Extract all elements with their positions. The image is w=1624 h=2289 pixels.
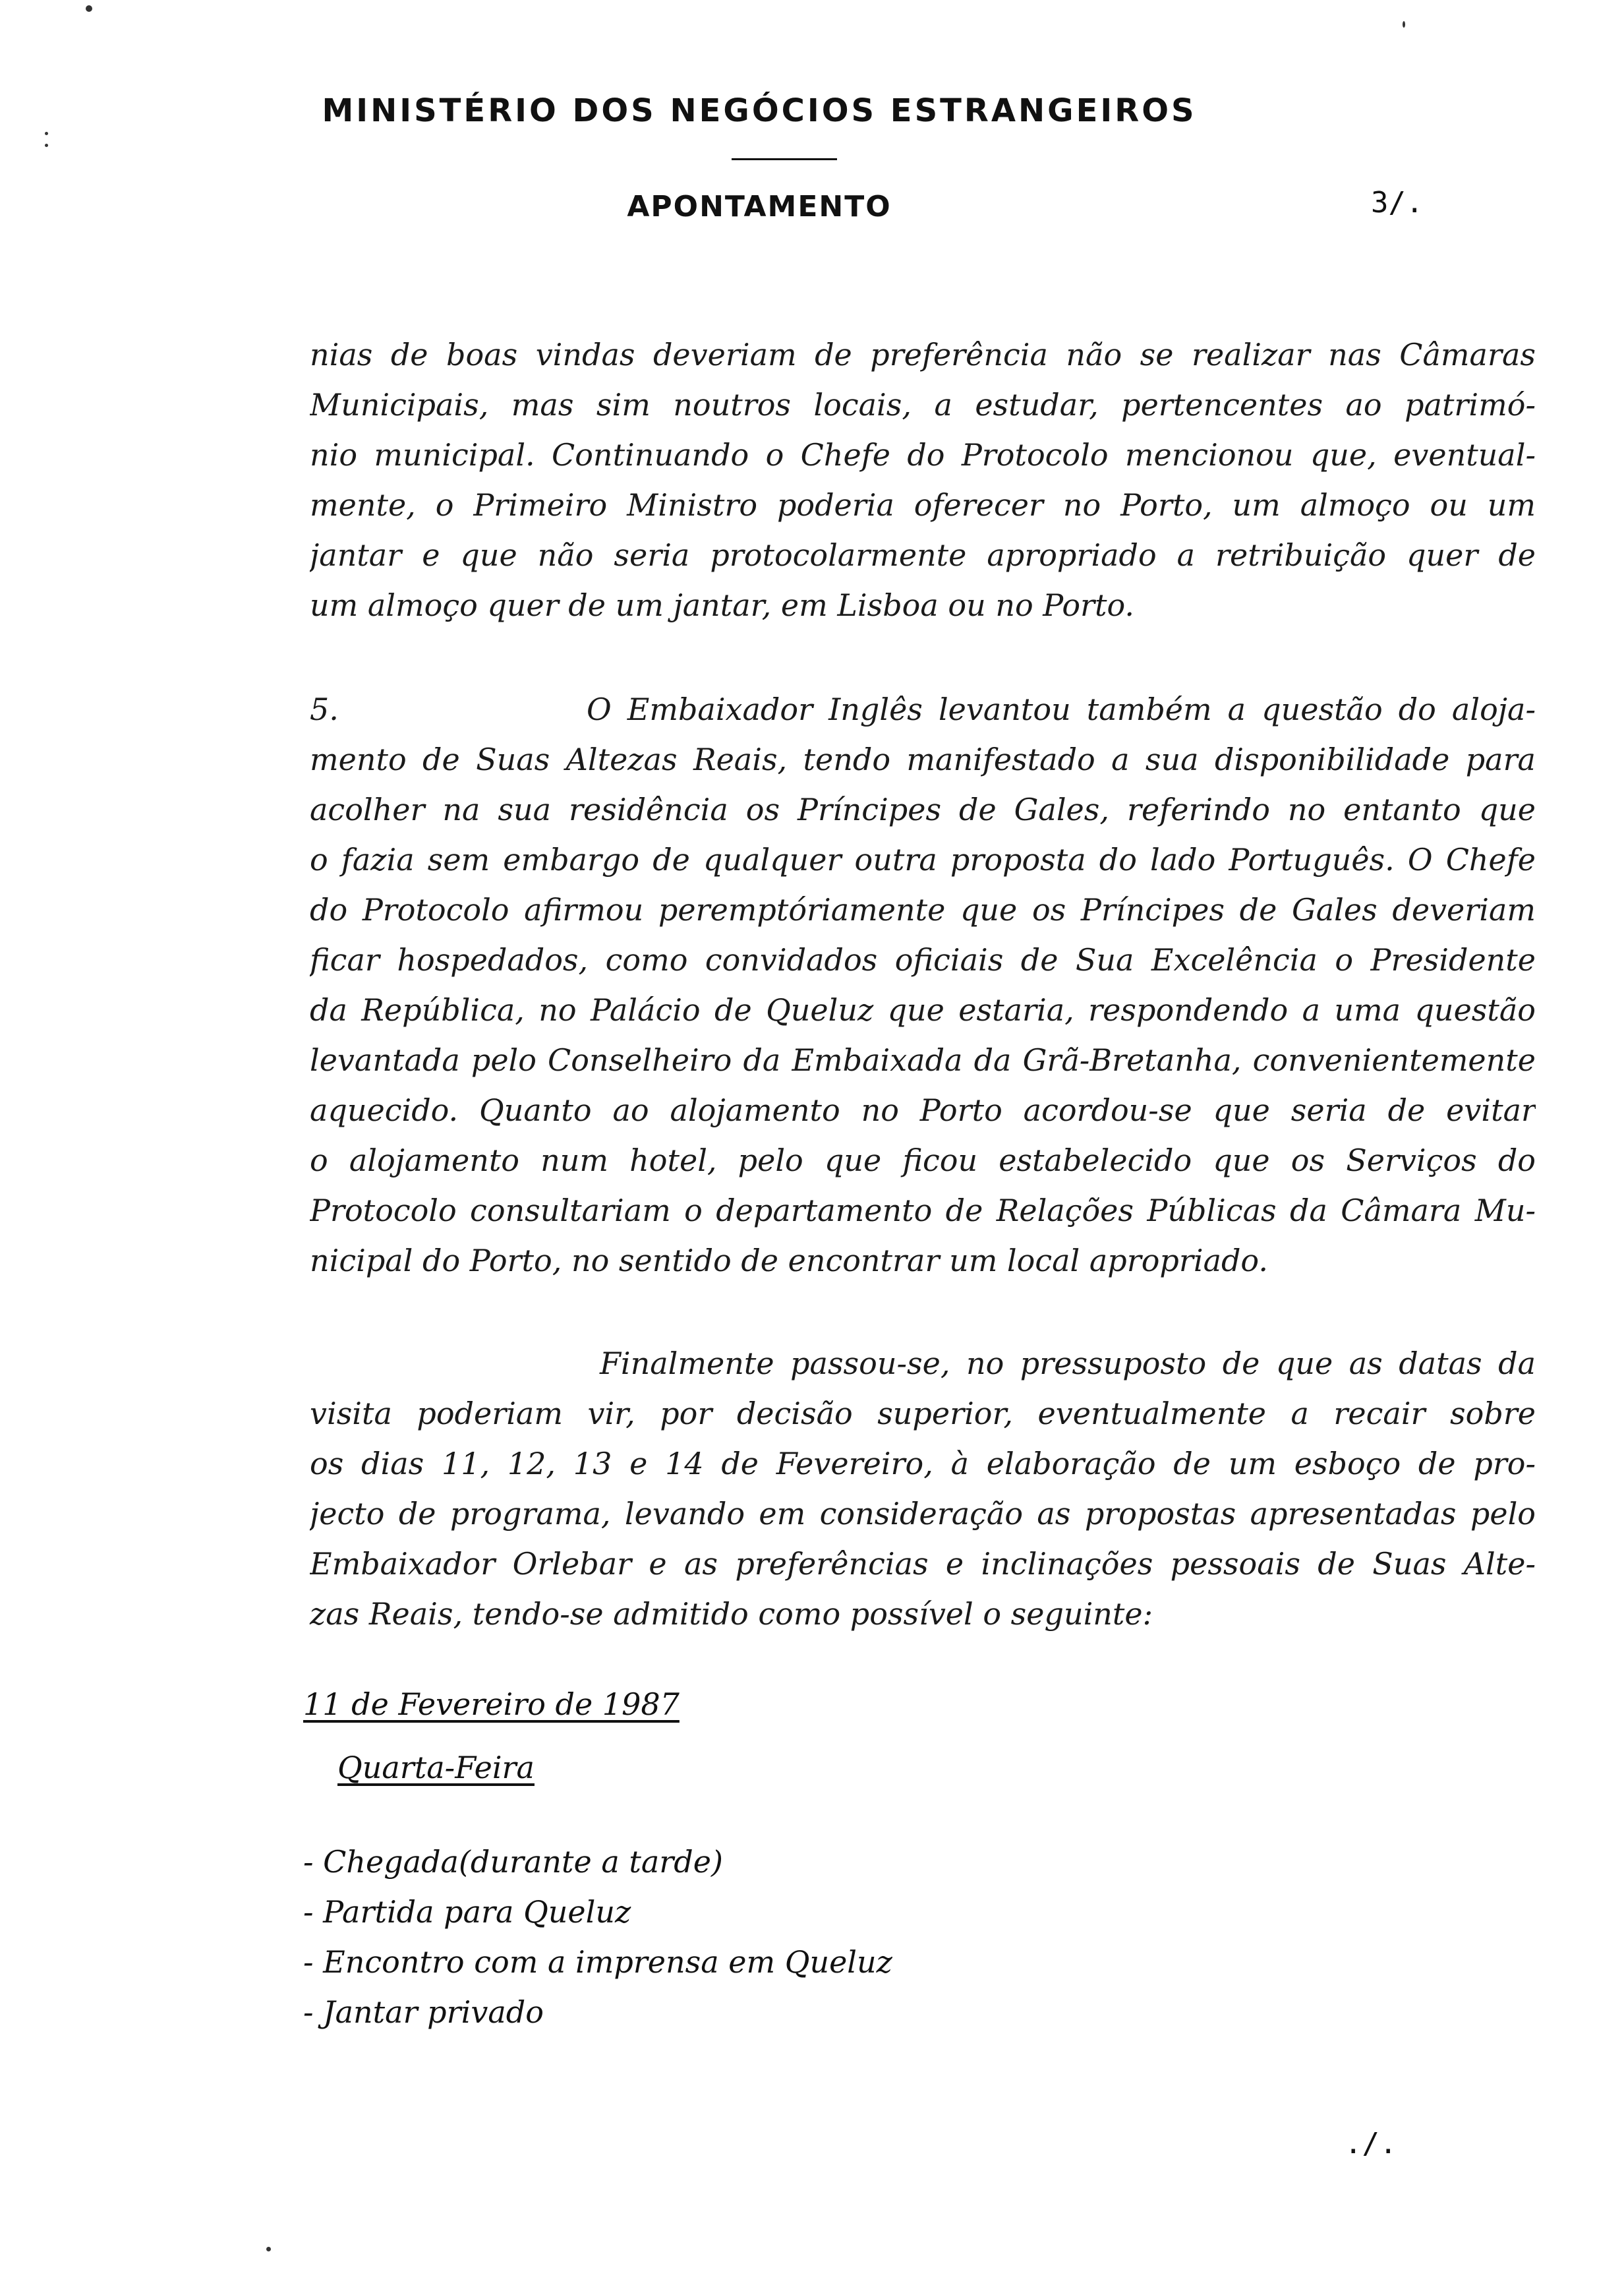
text-line: o alojamento num hotel, pelo que ficou estabelecido que os Serviços do [310,1143,1536,1178]
text-line: Embaixador Orlebar e as preferências e inclinações pessoais de Suas Alte- [310,1546,1536,1582]
text-line: zas Reais, tendo-se admitido como possível o seguinte: [310,1596,1153,1632]
scan-speck [45,132,48,135]
text-line: jecto de programa, levando em consideração as propostas apresentadas pelo [310,1496,1536,1531]
text-line: visita poderiam vir, por decisão superior, eventualmente a recair sobre [310,1396,1536,1431]
text-line: um almoço quer de um jantar, em Lisboa ou no Porto. [310,587,1135,623]
scan-speck [266,2247,271,2251]
paragraph-number: 5. [310,692,339,727]
text-line: mento de Suas Altezas Reais, tendo manifestado a sua disponibilidade para [310,742,1536,777]
paragraph-continuation [310,330,1536,630]
text-line: jantar e que não seria protocolarmente apropriado a retribuição quer de [310,537,1536,573]
schedule-item: - Jantar privado [303,1987,892,2037]
document-type-heading: APONTAMENTO [627,190,892,223]
text-line: O Embaixador Inglês levantou também a questão do aloja- [587,692,1536,727]
scan-speck [86,5,92,12]
text-line: ficar hospedados, como convidados oficiais de Sua Excelência o Presidente [310,942,1536,978]
text-line: levantada pelo Conselheiro da Embaixada da Grã-Bretanha, convenientemente [310,1042,1536,1078]
text-line: Municipais, mas sim noutros locais, a estudar, pertencentes ao patrimó- [310,387,1536,423]
text-line: nio municipal. Continuando o Chefe do Protocolo mencionou que, eventual- [310,437,1536,473]
paragraph-programme [310,1338,1536,1639]
text-line: nias de boas vindas deveriam de preferência não se realizar nas Câmaras [310,337,1536,372]
ministry-heading: MINISTÉRIO DOS NEGÓCIOS ESTRANGEIROS [322,92,1197,129]
header-rule [732,158,837,160]
text-line: acolher na sua residência os Príncipes de Gales, referindo no entanto que [310,792,1536,827]
paragraph-first-line [310,684,1536,734]
scan-speck [1403,21,1405,28]
schedule-item: - Partida para Queluz [303,1887,892,1937]
schedule-list [303,1837,892,2037]
text-line: Finalmente passou-se, no pressuposto de que as datas da [600,1346,1536,1381]
text-line: nicipal do Porto, no sentido de encontrar um local apropriado. [310,1243,1268,1278]
paragraph-accommodation [310,684,1536,1286]
text-line: o fazia sem embargo de qualquer outra proposta do lado Português. O Chefe [310,842,1536,877]
page-number: 3/. [1371,186,1424,220]
text-line: do Protocolo afirmou peremptóriamente que os Príncipes de Gales deveriam [310,892,1536,928]
continuation-mark: ./. [1345,2127,1397,2160]
text-line: aquecido. Quanto ao alojamento no Porto acordou-se que seria de evitar [310,1092,1536,1128]
text-line: Protocolo consultariam o departamento de Relações Públicas da Câmara Mu- [310,1193,1536,1228]
schedule-item: - Chegada(durante a tarde) [303,1837,892,1887]
schedule-item: - Encontro com a imprensa em Queluz [303,1937,892,1987]
text-line: mente, o Primeiro Ministro poderia oferecer no Porto, um almoço ou um [310,487,1536,523]
schedule-date: 11 de Fevereiro de 1987 [303,1686,680,1722]
schedule-day: Quarta-Feira [337,1750,535,1785]
scan-speck [45,144,48,147]
text-line: os dias 11, 12, 13 e 14 de Fevereiro, à elaboração de um esboço de pro- [310,1446,1536,1481]
text-line: da República, no Palácio de Queluz que estaria, respondendo a uma questão [310,992,1536,1028]
